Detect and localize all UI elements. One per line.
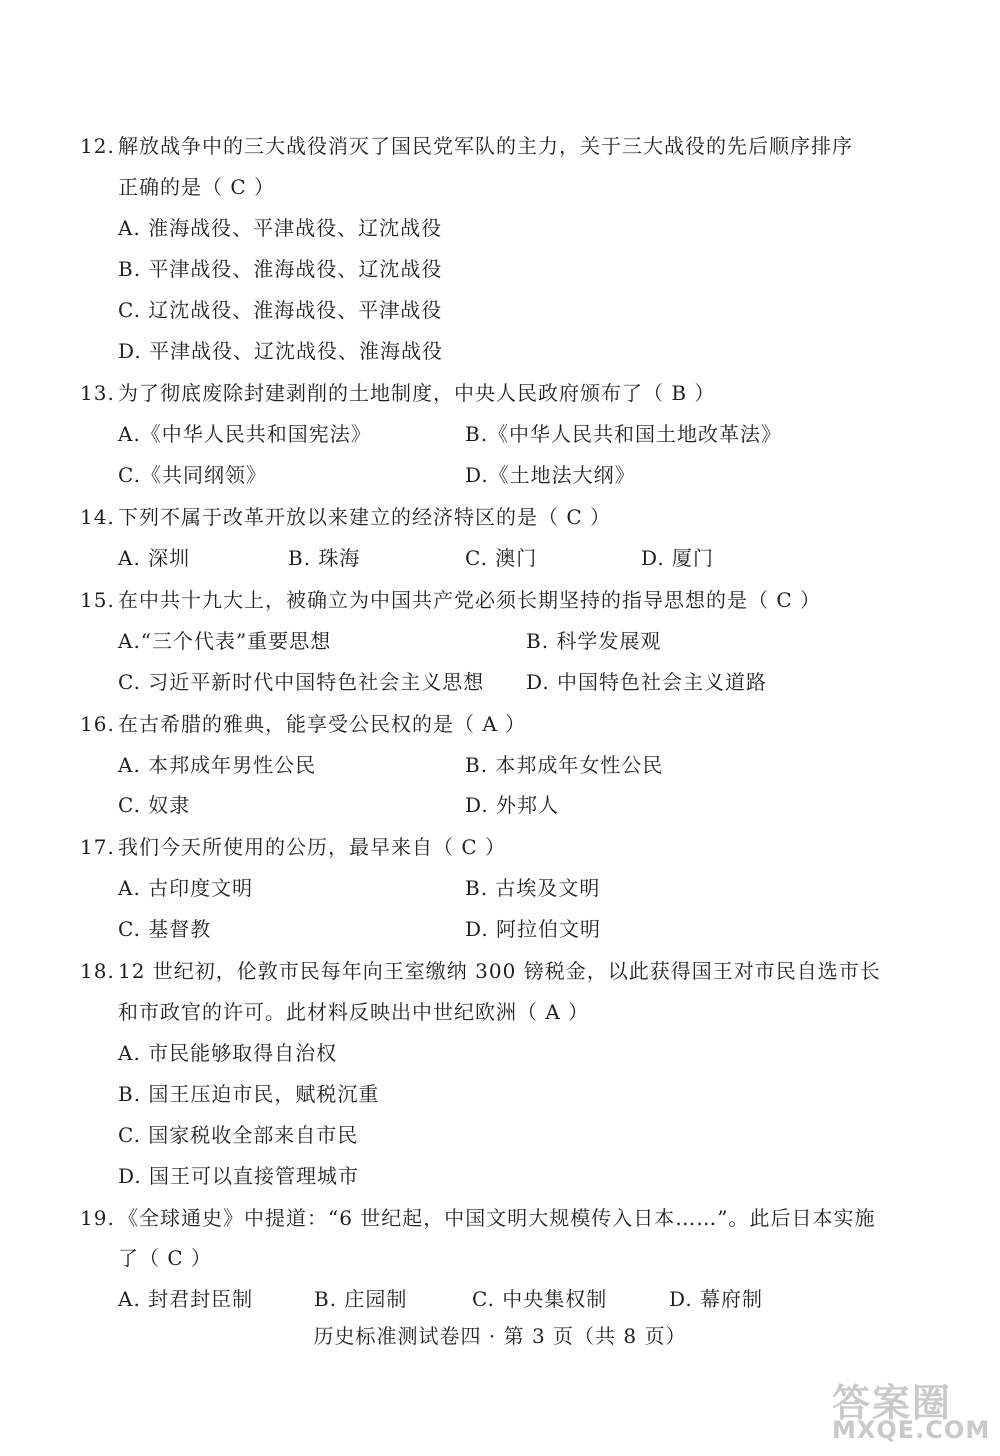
question-14-line-1 bbox=[80, 503, 611, 531]
question-14-option-a: A. 深圳 bbox=[118, 546, 191, 570]
question-19-option-c: C. 中央集权制 bbox=[472, 1287, 608, 1311]
watermark-logo bbox=[832, 1372, 997, 1452]
question-19-option-b: B. 庄园制 bbox=[314, 1287, 408, 1311]
question-14-option-b: B. 珠海 bbox=[288, 546, 361, 570]
question-14-option-c: C. 澳门 bbox=[465, 546, 538, 570]
question-18-option-a: A. 市民能够取得自治权 bbox=[118, 1041, 338, 1065]
question-13-option-a: A.《中华人民共和国宪法》 bbox=[118, 422, 372, 446]
question-12-stem-2: 正确的是（ C ） bbox=[118, 175, 276, 199]
question-17-option-c: C. 基督教 bbox=[118, 917, 212, 941]
question-18-option-c: C. 国家税收全部来自市民 bbox=[118, 1123, 359, 1147]
question-12-stem-1: 解放战争中的三大战役消灭了国民党军队的主力，关于三大战役的先后顺序排序 bbox=[118, 134, 853, 158]
question-16-option-b: B. 本邦成年女性公民 bbox=[465, 753, 664, 777]
question-13-line-1 bbox=[80, 379, 715, 407]
question-19-line-1 bbox=[80, 1204, 876, 1232]
question-16-option-d: D. 外邦人 bbox=[465, 793, 560, 817]
question-18-stem-1: 12 世纪初，伦敦市民每年向王室缴纳 300 镑税金，以此获得国王对市民自选市长 bbox=[118, 959, 881, 983]
watermark-text: 答案圈 bbox=[832, 1381, 953, 1425]
question-17-option-b: B. 古埃及文明 bbox=[465, 876, 601, 900]
question-15-stem-1: 在中共十九大上，被确立为中国共产党必须长期坚持的指导思想的是（ C ） bbox=[118, 588, 822, 612]
question-19-stem-2: 了（ C ） bbox=[118, 1246, 213, 1270]
question-14-number: 14. bbox=[80, 505, 115, 529]
question-15-option-d: D. 中国特色社会主义道路 bbox=[526, 670, 768, 694]
question-13-option-d: D.《土地法大纲》 bbox=[465, 463, 636, 487]
question-13-number: 13. bbox=[80, 381, 115, 405]
question-18-number: 18. bbox=[80, 959, 115, 983]
question-12-number: 12. bbox=[80, 134, 115, 158]
question-17-option-d: D. 阿拉伯文明 bbox=[465, 917, 602, 941]
question-17-option-a: A. 古印度文明 bbox=[118, 876, 254, 900]
question-15-number: 15. bbox=[80, 588, 115, 612]
question-15-line-1 bbox=[80, 586, 821, 614]
question-19-number: 19. bbox=[80, 1206, 115, 1230]
question-12-option-b: B. 平津战役、淮海战役、辽沈战役 bbox=[118, 257, 443, 281]
question-16-line-1 bbox=[80, 710, 526, 738]
question-13-option-b: B.《中华人民共和国土地改革法》 bbox=[465, 422, 783, 446]
question-16-stem-1: 在古希腊的雅典，能享受公民权的是（ A ） bbox=[118, 712, 527, 736]
question-13-stem-1: 为了彻底废除封建剥削的土地制度，中央人民政府颁布了（ B ） bbox=[118, 381, 716, 405]
question-12-line-1 bbox=[80, 132, 853, 160]
page-footer: 历史标准测试卷四 · 第 3 页（共 8 页） bbox=[313, 1324, 687, 1348]
watermark-url: MXQE.COM bbox=[832, 1416, 991, 1444]
question-17-stem-1: 我们今天所使用的公历，最早来自（ C ） bbox=[118, 835, 507, 859]
question-15-option-a: A.“三个代表”重要思想 bbox=[118, 629, 332, 653]
question-15-option-c: C. 习近平新时代中国特色社会主义思想 bbox=[118, 670, 485, 694]
question-12-option-d: D. 平津战役、辽沈战役、淮海战役 bbox=[118, 339, 444, 363]
question-17-number: 17. bbox=[80, 835, 115, 859]
question-17-line-1 bbox=[80, 833, 506, 861]
question-18-option-d: D. 国王可以直接管理城市 bbox=[118, 1164, 360, 1188]
question-18-option-b: B. 国王压迫市民，赋税沉重 bbox=[118, 1082, 380, 1106]
question-14-option-d: D. 厦门 bbox=[641, 546, 715, 570]
question-15-option-b: B. 科学发展观 bbox=[526, 629, 662, 653]
question-16-option-c: C. 奴隶 bbox=[118, 793, 191, 817]
question-12-option-c: C. 辽沈战役、淮海战役、平津战役 bbox=[118, 298, 443, 322]
question-19-option-a: A. 封君封臣制 bbox=[118, 1287, 254, 1311]
question-16-number: 16. bbox=[80, 712, 115, 736]
question-18-line-1 bbox=[80, 957, 881, 985]
question-19-option-d: D. 幕府制 bbox=[669, 1287, 764, 1311]
question-13-option-c: C.《共同纲领》 bbox=[118, 463, 267, 487]
question-19-stem-1: 《全球通史》中提道：“6 世纪起，中国文明大规模传入日本……”。此后日本实施 bbox=[118, 1206, 876, 1230]
question-18-stem-2: 和市政官的许可。此材料反映出中世纪欧洲（ A ） bbox=[118, 1000, 590, 1024]
question-16-option-a: A. 本邦成年男性公民 bbox=[118, 753, 317, 777]
question-14-stem-1: 下列不属于改革开放以来建立的经济特区的是（ C ） bbox=[118, 505, 612, 529]
question-12-option-a: A. 淮海战役、平津战役、辽沈战役 bbox=[118, 216, 443, 240]
